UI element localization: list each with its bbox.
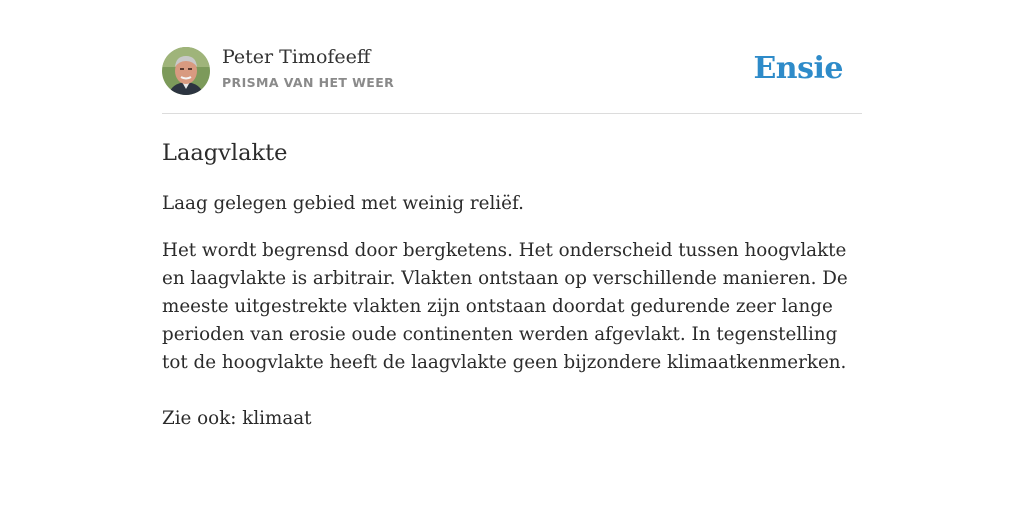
see-also-link-klimaat[interactable]: klimaat (242, 408, 312, 429)
entry-card (162, 0, 862, 433)
entry-definition: Laag gelegen gebied met weinig reliëf. (162, 193, 524, 214)
see-also-label: Zie ook: (162, 408, 237, 429)
author-source[interactable]: PRISMA VAN HET WEER (222, 75, 395, 90)
entry-title: Laagvlakte (162, 140, 288, 166)
entry-body: Het wordt begrensd door bergketens. Het onderscheid tussen hoogvlakte en laagvlakte is arbitrair. Vlakten ontstaan op verschillende manieren. De meeste uitgestrekte vlakten zijn ontstaan doordat gedurende zeer lange perioden van erosie oude continenten werden afgevlakt. In tegenstelling tot de hoogvlakte heeft de laagvlakte geen bijzondere klimaatkenmerken. (162, 240, 848, 373)
see-also (162, 405, 862, 433)
author-name[interactable]: Peter Timofeeff (222, 46, 371, 68)
entry-header (162, 0, 862, 114)
entry-content (162, 114, 862, 433)
person-portrait-icon (162, 47, 210, 95)
author-avatar (162, 47, 210, 95)
brand-logo[interactable]: Ensie (753, 51, 843, 86)
